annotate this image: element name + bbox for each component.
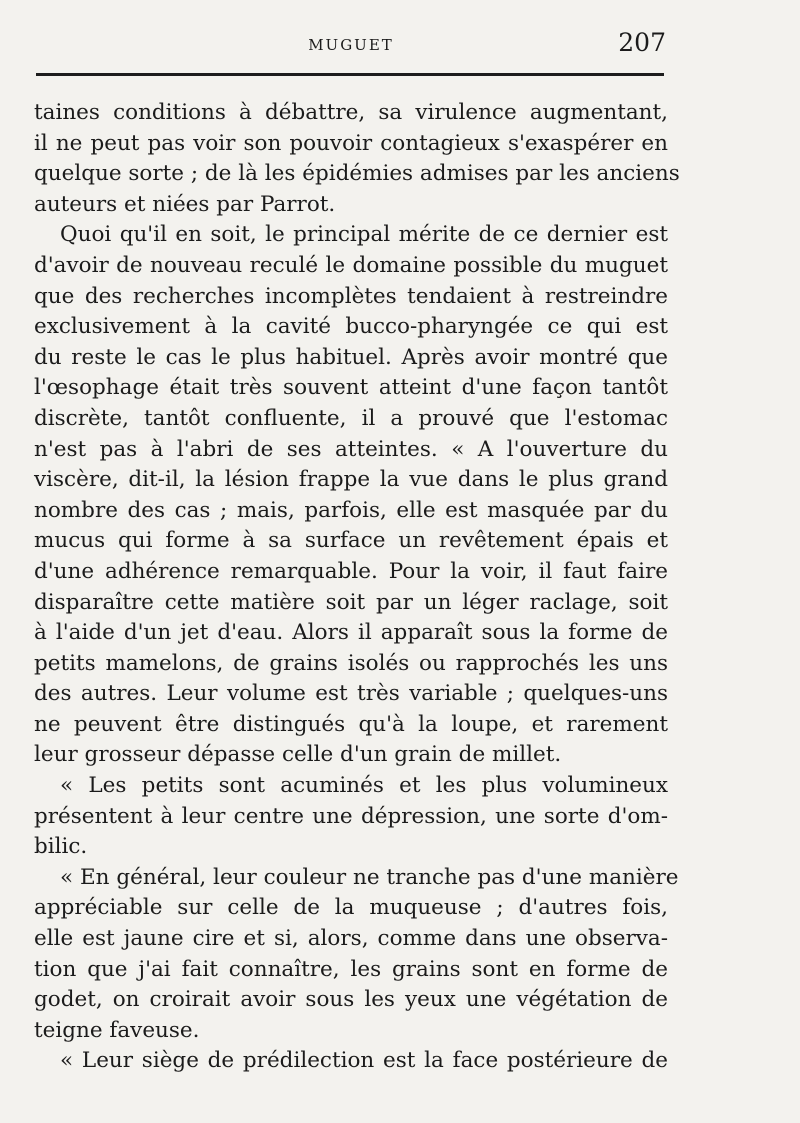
- text-line: nombre des cas ; mais, parfois, elle est masquée par du: [34, 497, 668, 523]
- text-line: appréciable sur celle de la muqueuse ; d'autres fois,: [34, 895, 668, 921]
- text-line: « Leur siège de prédilection est la face postérieure de: [60, 1048, 668, 1074]
- text-line: leur grosseur dépasse celle d'un grain de millet.: [34, 742, 562, 768]
- text-line: d'avoir de nouveau reculé le domaine possible du muguet: [34, 252, 668, 278]
- text-line: des autres. Leur volume est très variable ; quelques-uns: [34, 681, 668, 707]
- text-line: discrète, tantôt confluente, il a prouvé que l'estomac: [34, 405, 668, 431]
- text-line: petits mamelons, de grains isolés ou rapprochés les uns: [34, 650, 668, 676]
- text-line: exclusivement à la cavité bucco-pharyngée ce qui est: [34, 314, 668, 340]
- text-line: mucus qui forme à sa surface un revêtement épais et: [34, 528, 668, 554]
- text-line: elle est jaune cire et si, alors, comme dans une observa-: [34, 926, 668, 952]
- text-line: bilic.: [34, 834, 88, 860]
- header-rule: [36, 73, 664, 76]
- text-line: d'une adhérence remarquable. Pour la voir, il faut faire: [34, 558, 668, 584]
- text-line: « En général, leur couleur ne tranche pas d'une manière: [60, 864, 679, 890]
- text-line: à l'aide d'un jet d'eau. Alors il apparaît sous la forme de: [34, 620, 668, 646]
- text-line: viscère, dit-il, la lésion frappe la vue dans le plus grand: [34, 467, 668, 493]
- running-head: [36, 26, 666, 60]
- text-line: taines conditions à débattre, sa virulence augmentant,: [34, 100, 668, 125]
- text-line: auteurs et niées par Parrot.: [34, 191, 336, 217]
- text-line: ne peuvent être distingués qu'à la loupe, et rarement: [34, 711, 668, 737]
- text-line: du reste le cas le plus habituel. Après avoir montré que: [34, 344, 668, 370]
- text-line: quelque sorte ; de là les épidémies admises par les anciens: [34, 161, 680, 187]
- text-line: Quoi qu'il en soit, le principal mérite de ce dernier est: [60, 222, 668, 248]
- text-line: godet, on croirait avoir sous les yeux une végétation de: [34, 987, 668, 1013]
- text-line: disparaître cette matière soit par un léger raclage, soit: [34, 589, 668, 615]
- text-line: l'œsophage était très souvent atteint d'une façon tantôt: [34, 375, 668, 401]
- text-line: n'est pas à l'abri de ses atteintes. « A l'ouverture du: [34, 436, 668, 462]
- text-line: il ne peut pas voir son pouvoir contagieux s'exaspérer en: [34, 130, 668, 156]
- text-line: tion que j'ai fait connaître, les grains sont en forme de: [34, 956, 668, 982]
- text-line: présentent à leur centre une dépression, une sorte d'om-: [34, 803, 668, 829]
- running-title: MUGUET: [308, 36, 394, 54]
- text-line: teigne faveuse.: [34, 1017, 200, 1043]
- text-line: « Les petits sont acuminés et les plus volumineux: [60, 773, 668, 799]
- text-line: que des recherches incomplètes tendaient à restreindre: [34, 283, 668, 309]
- page-number: 207: [618, 28, 666, 57]
- body-text: [34, 98, 680, 1077]
